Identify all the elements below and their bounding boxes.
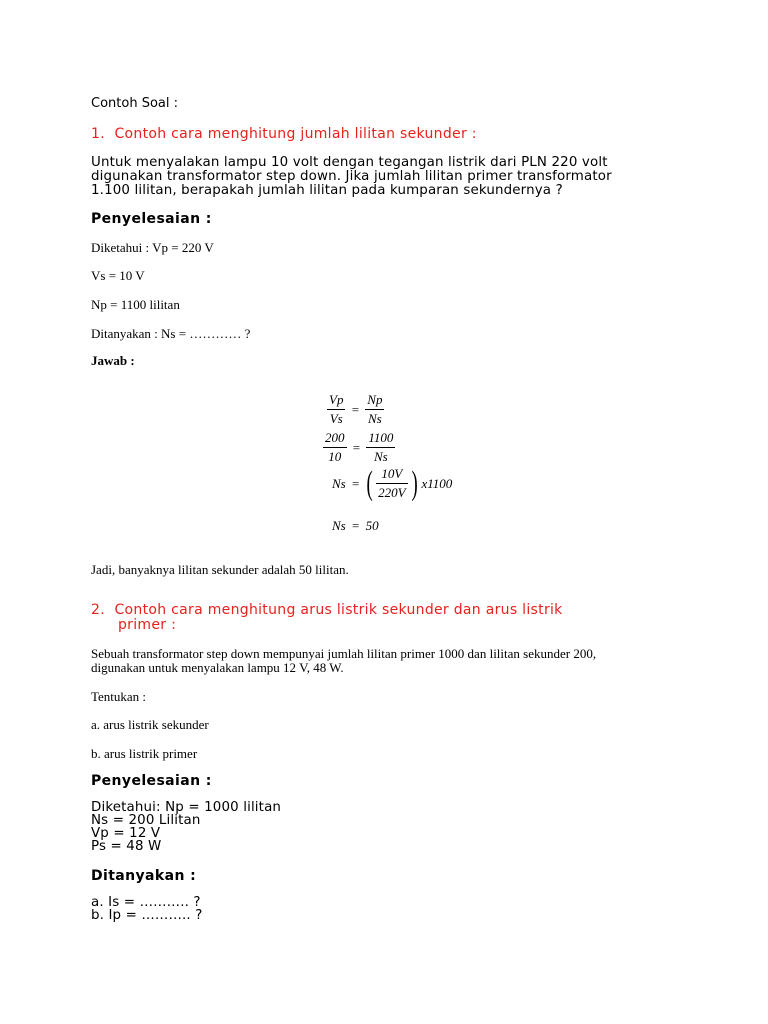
section2-solution-heading: Penyelesaian : [91,773,212,789]
asked-line: a. Is = ……….. ? [91,895,201,910]
question-line: 1.100 lilitan, berapakah jumlah lilitan pada kumparan sekundernya ? [91,183,563,198]
section1-solution-heading: Penyelesaian : [91,211,212,227]
section2-asked [91,896,203,922]
section2-number: 2. [91,602,105,618]
section1-heading [91,126,477,142]
question-line: Untuk menyalakan lampu 10 volt dengan tegangan listrik dari PLN 220 volt [91,155,608,170]
section2-heading-line1 [91,603,563,618]
asked-ns: Ditanyakan : Ns = ………… ? [91,326,251,341]
equals-sign: = [351,401,360,417]
equation-result [332,518,379,534]
fraction-200-10 [323,430,347,465]
fraction-np-ns [365,392,384,427]
known-line: Vp = 12 V [91,826,161,841]
question-line: digunakan transformator step down. Jika jumlah lilitan primer transformator [91,169,612,184]
fraction-numerator: Vp [327,392,345,410]
equals-sign: = [351,475,360,491]
fraction-1100-ns [366,430,395,465]
question-line: digunakan untuk menyalakan lampu 12 V, 48 W. [91,660,344,675]
fraction-denominator: Ns [374,449,388,464]
fraction-denominator: 220V [378,485,406,500]
fraction-denominator: 10 [328,449,342,464]
section1-number: 1. [91,126,105,142]
section2-title-line2: primer : [118,617,177,633]
section2-asked-heading: Ditanyakan : [91,868,197,884]
section2-question [91,647,596,675]
fraction-denominator: Vs [329,411,343,426]
section2-known [91,801,281,853]
ns-symbol: Ns [332,518,346,533]
known-vp: Diketahui : Vp = 220 V [91,240,214,255]
equation-ratio [327,392,384,427]
known-line: Ns = 200 Lilitan [91,813,201,828]
equals-sign: = [351,518,360,533]
equation-ns-formula [332,466,452,501]
item-b: b. arus listrik primer [91,746,198,761]
section1-title: Contoh cara menghitung jumlah lilitan sekunder : [114,126,477,142]
multiplier: x1100 [421,475,453,491]
known-vs: Vs = 10 V [91,268,145,283]
result-value: 50 [365,518,379,533]
asked-line: b. Ip = ……….. ? [91,908,203,923]
section2-title-line1: Contoh cara menghitung arus listrik sekunder dan arus listrik [114,602,563,618]
fraction-numerator: 200 [323,430,347,448]
answer-label: Jawab : [91,353,135,368]
left-parenthesis: ( [366,464,373,502]
section1-question [91,156,612,198]
equation-substitution [323,430,395,465]
item-a: a. arus listrik sekunder [91,717,209,732]
ns-symbol: Ns [332,475,346,491]
section2-heading [91,603,563,633]
section1-conclusion: Jadi, banyaknya lilitan sekunder adalah 50 lilitan. [91,562,349,577]
equals-sign: = [352,439,361,455]
fraction-numerator: 1100 [366,430,395,448]
known-line: Diketahui: Np = 1000 lilitan [91,800,282,815]
known-np: Np = 1100 lilitan [91,297,180,312]
fraction-denominator: Ns [368,411,382,426]
question-line: Sebuah transformator step down mempunyai jumlah lilitan primer 1000 dan lilitan sekunder 200, [91,646,597,661]
fraction-10v-220v [376,466,407,501]
fraction-numerator: 10V [376,466,407,484]
known-line: Ps = 48 W [91,839,162,854]
fraction-vp-vs [327,392,345,427]
intro-label: Contoh Soal : [91,96,178,111]
determine-label: Tentukan : [91,689,147,704]
fraction-numerator: Np [365,392,384,410]
right-parenthesis: ) [411,464,418,502]
